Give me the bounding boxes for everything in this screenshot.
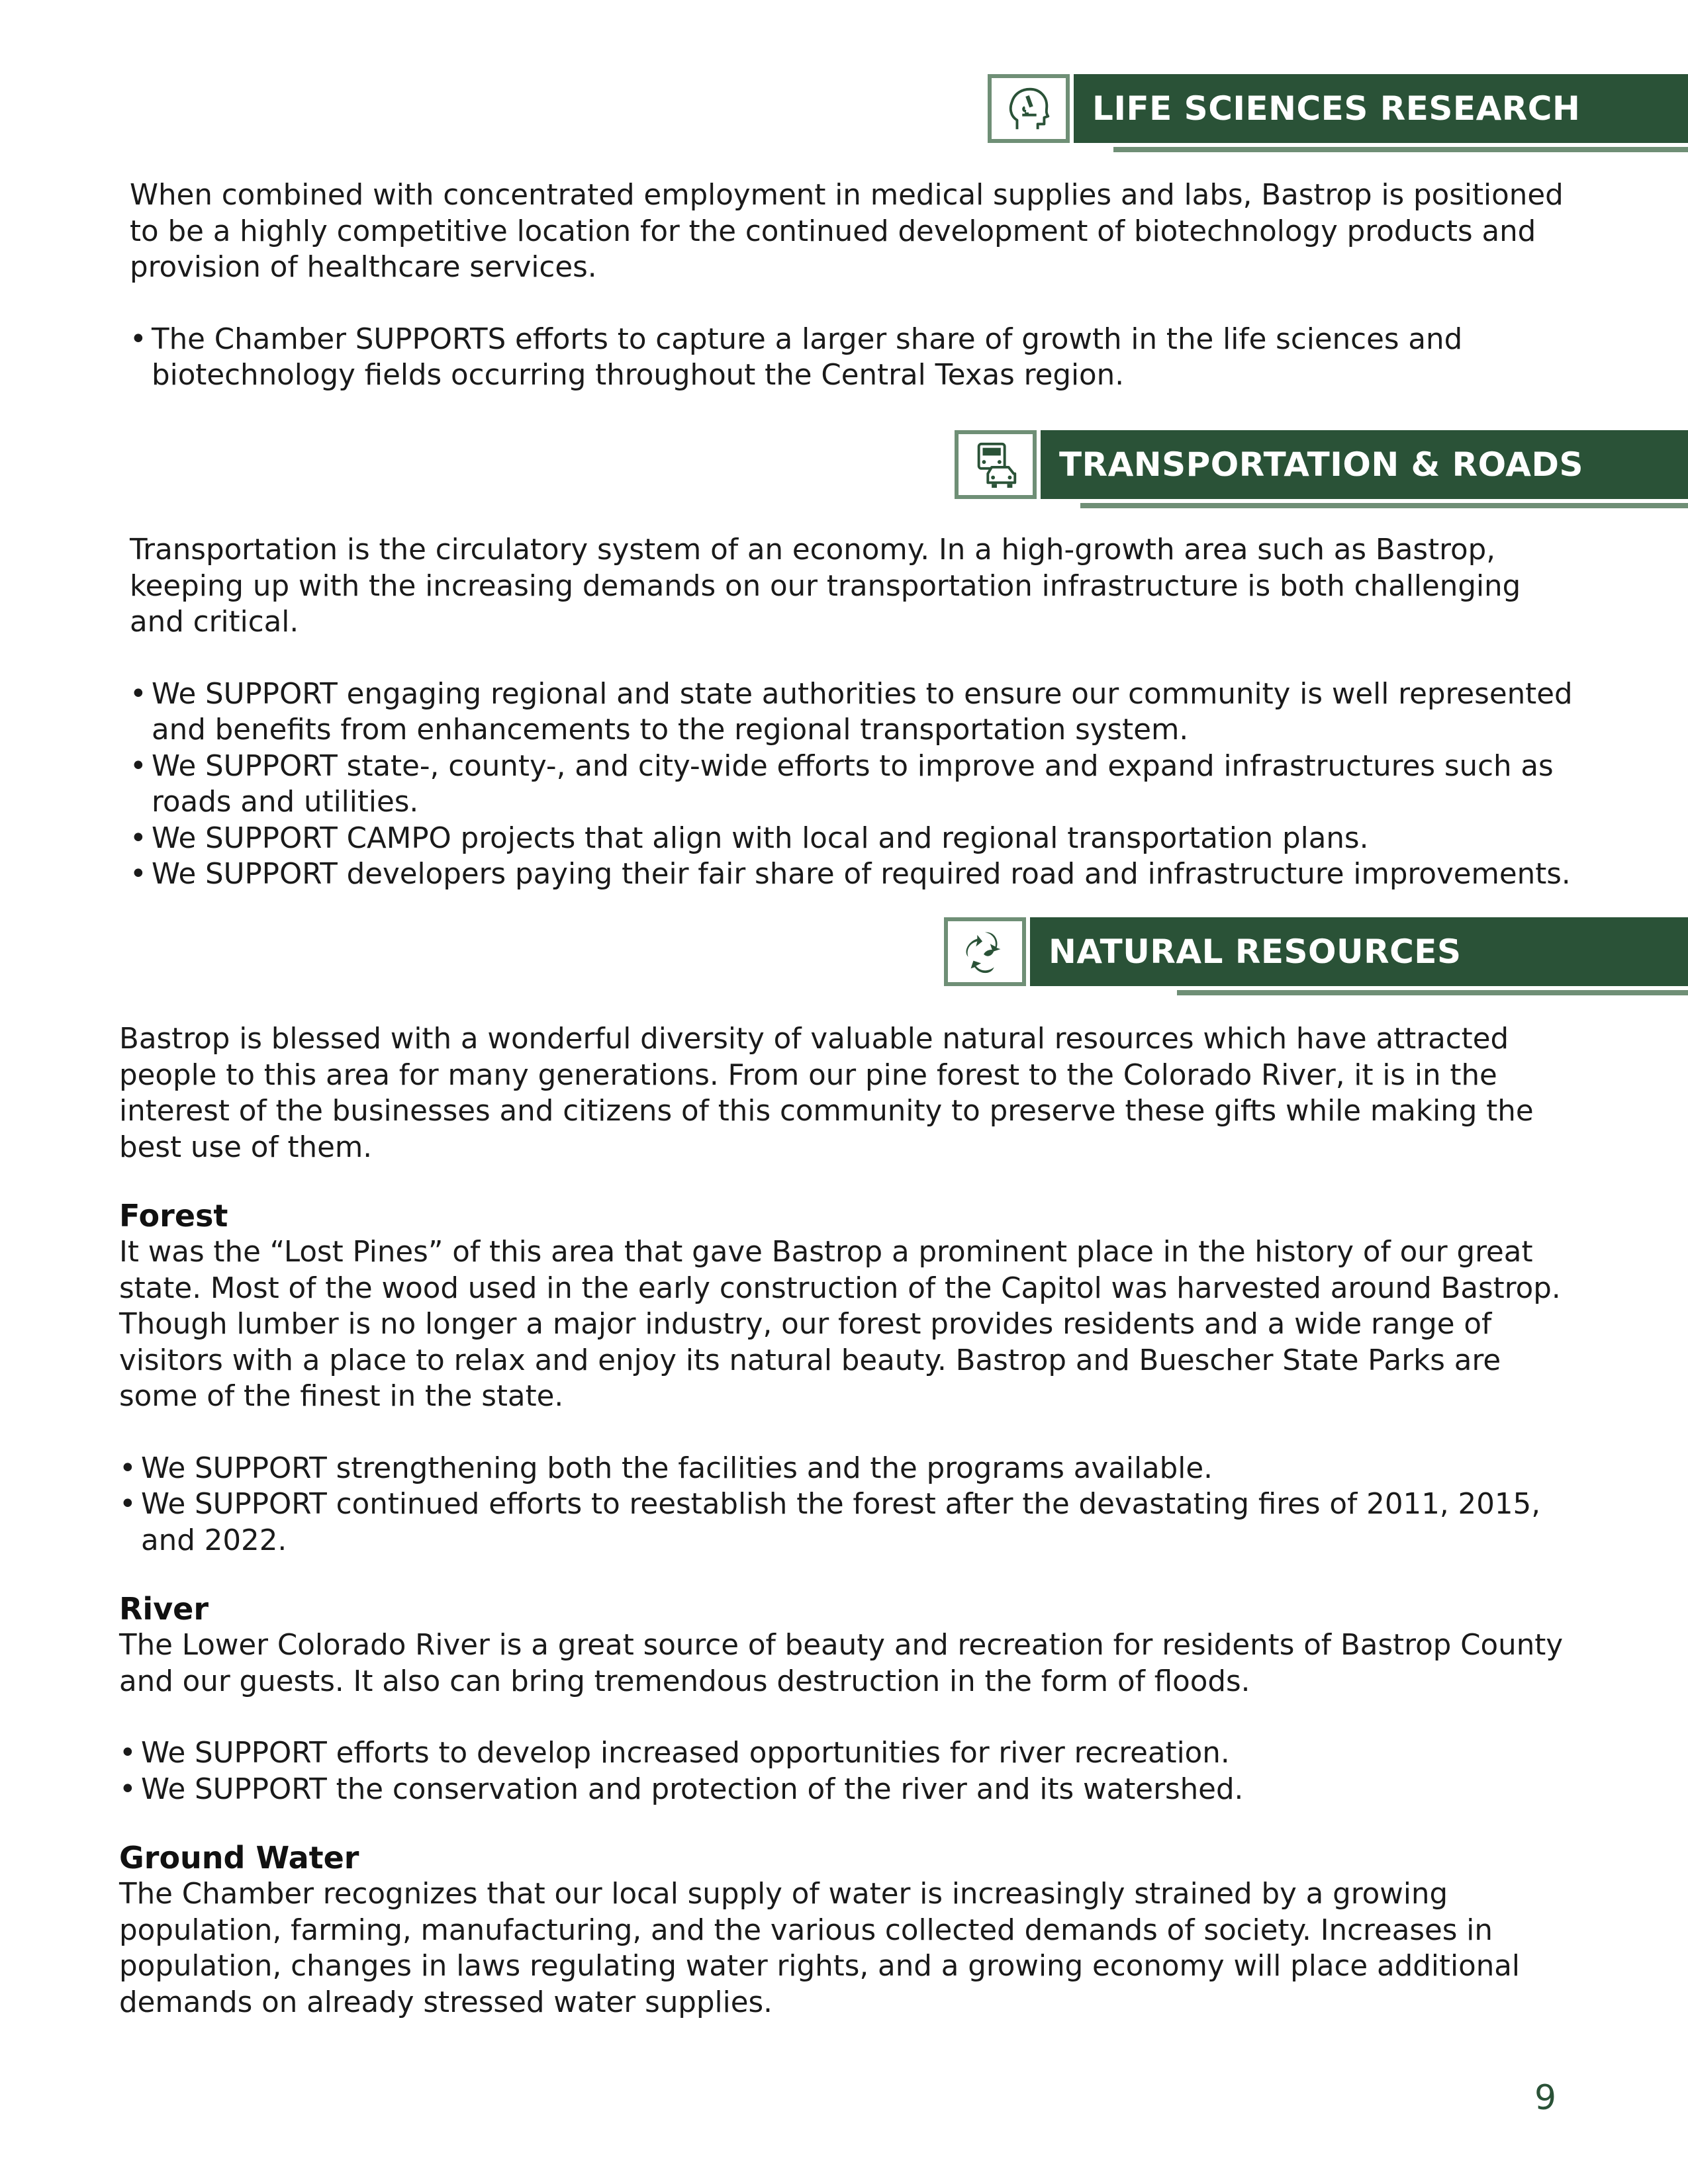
page-number: 9 [1534,2078,1557,2118]
forest-heading: Forest [119,1198,228,1234]
river-bullets [119,1735,1569,1807]
forest-paragraph: It was the “Lost Pines” of this area that gave Bastrop a prominent place in the history of our great state. Most of the wood used in the early construction of the Capitol was harvested around Bastrop. Though lumber is no longer a major industry, our forest provides residents and a wide range of visitors with a place to relax and enjoy its natural beauty. Bastrop and Buescher State Parks are some of the finest in the state. [119,1236,1561,1413]
recycle-leaf-icon [944,917,1026,986]
section-title: NATURAL RESOURCES [1030,917,1688,986]
life-sciences-bullets [130,322,1573,394]
transportation-body [130,532,1573,893]
list-item: • We SUPPORT CAMPO projects that align with local and regional transportation plans. [130,821,1573,857]
river-paragraph: The Lower Colorado River is a great source of beauty and recreation for residents of Bastrop County and our guests. It also can bring tremendous destruction in the form of floods. [119,1629,1564,1698]
list-item: • We SUPPORT continued efforts to reestablish the forest after the devastating fires of 2011, 2015, and 2022. [119,1486,1569,1559]
list-item: • The Chamber SUPPORTS efforts to capture a larger share of growth in the life sciences and biotechnology fields occurring throughout the Central Texas region. [130,322,1573,394]
section-header-life-sciences [988,74,1688,152]
forest-bullets [119,1451,1569,1559]
life-sciences-paragraph: When combined with concentrated employment in medical supplies and labs, Bastrop is positioned to be a highly competitive location for the continued development of biotechnology products and provision of healthcare services. [130,179,1564,284]
truck-car-icon [955,430,1037,499]
list-item: • We SUPPORT state-, county-, and city-wide efforts to improve and expand infrastructures such as roads and utilities. [130,749,1573,821]
transportation-paragraph: Transportation is the circulatory system of an economy. In a high-growth area such as Bastrop, keeping up with the increasing demands on our transportation infrastructure is both challenging and critical. [130,533,1521,639]
section-title: LIFE SCIENCES RESEARCH [1074,74,1688,143]
life-sciences-body [130,177,1573,394]
header-rule [1113,147,1688,152]
section-title: TRANSPORTATION & ROADS [1041,430,1688,499]
section-header-natural-resources [944,917,1688,995]
head-microscope-icon [988,74,1070,143]
section-header-transportation [955,430,1688,508]
list-item: • We SUPPORT strengthening both the facilities and the programs available. [119,1451,1569,1487]
ground-water-heading: Ground Water [119,1840,359,1876]
list-item: • We SUPPORT efforts to develop increased opportunities for river recreation. [119,1735,1569,1772]
header-rule [1080,503,1688,508]
transportation-bullets [130,676,1573,893]
list-item: • We SUPPORT developers paying their fair share of required road and infrastructure improvements. [130,856,1573,893]
header-rule [1177,990,1688,995]
list-item: • We SUPPORT engaging regional and state authorities to ensure our community is well represented and benefits from enhancements to the regional transportation system. [130,676,1573,749]
natural-resources-body [119,1021,1569,2021]
river-heading: River [119,1591,209,1627]
ground-water-paragraph: The Chamber recognizes that our local supply of water is increasingly strained by a growing population, farming, manufacturing, and the various collected demands of society. Increases in population, changes in laws regulating water rights, and a growing economy will place additional demands on already stressed water supplies. [119,1878,1521,2019]
list-item: • We SUPPORT the conservation and protection of the river and its watershed. [119,1772,1569,1808]
natural-resources-paragraph: Bastrop is blessed with a wonderful diversity of valuable natural resources which have attracted people to this area for many generations. From our pine forest to the Colorado River, it is in the interest of the businesses and citizens of this community to preserve these gifts while making the best use of them. [119,1023,1534,1164]
